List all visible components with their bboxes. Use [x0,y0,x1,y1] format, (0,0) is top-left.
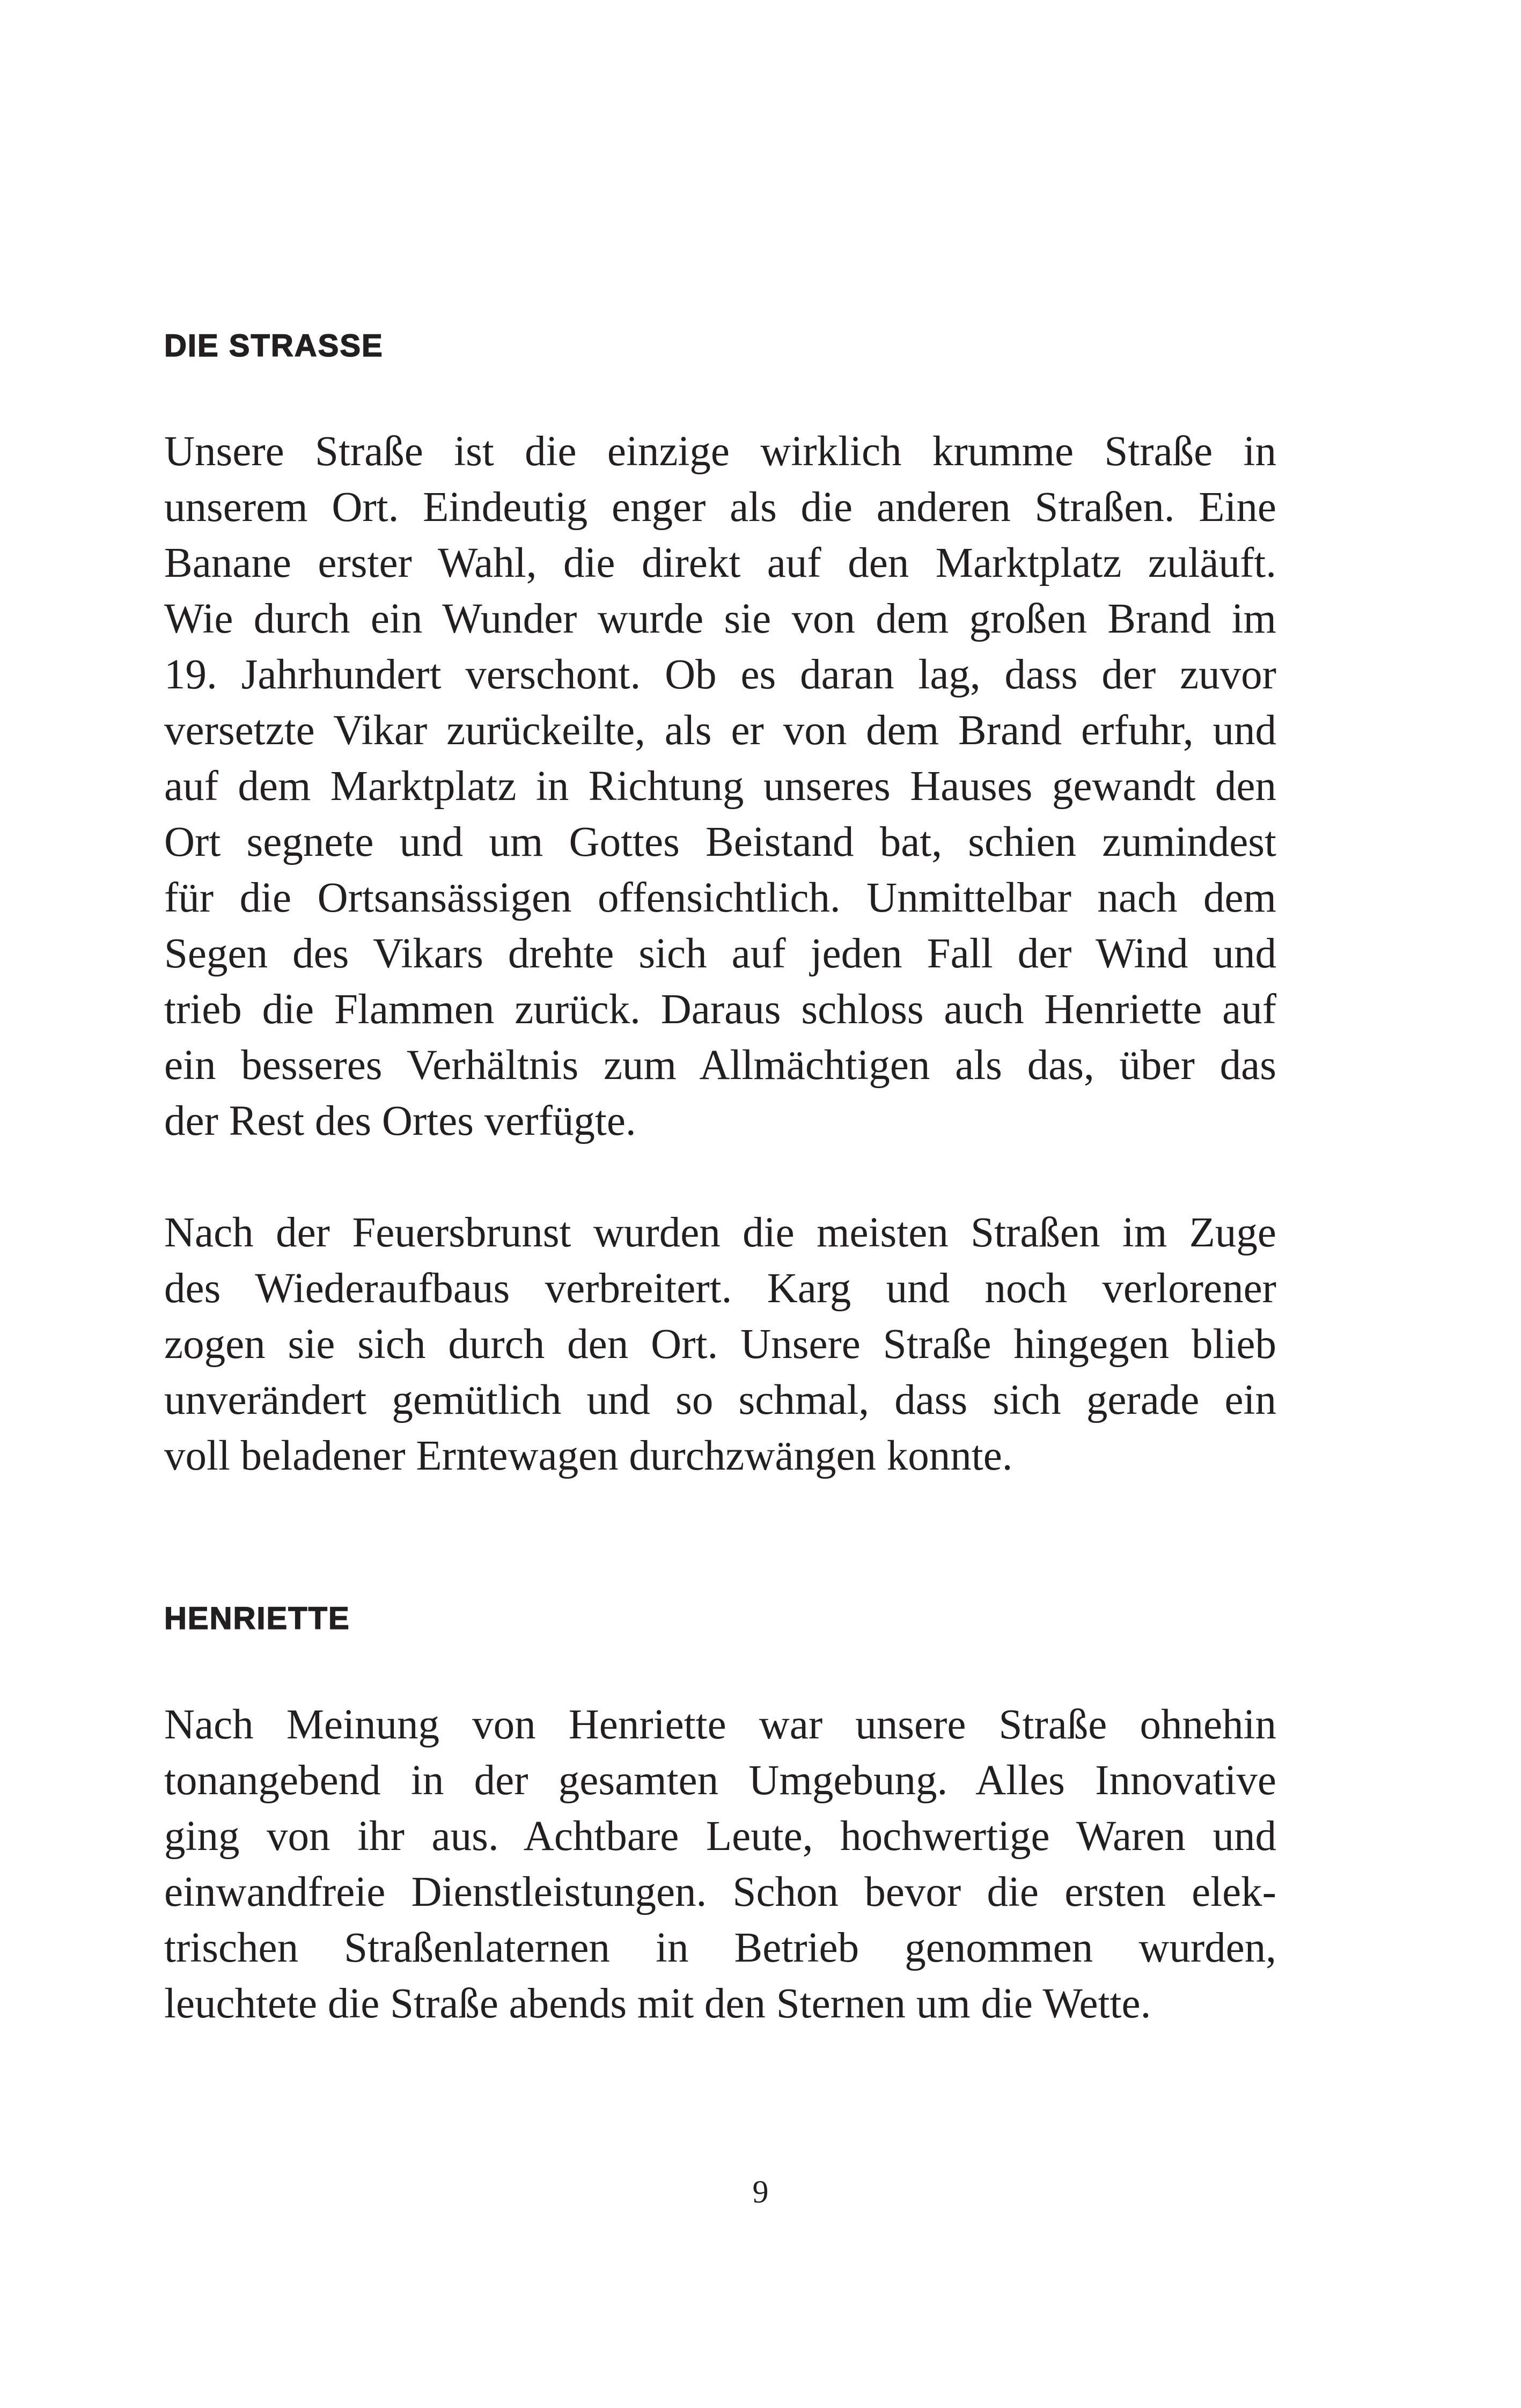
text-line: leuchtete die Straße abends mit den Sternen um die Wette. [164,1980,1151,2027]
text-line: Nach Meinung von Henriette war unsere Straße ohnehin [164,1701,1276,1748]
text-line: Segen des Vikars drehte sich auf jeden Fall der Wind und [164,930,1276,977]
text-line: einwandfreie Dienstleistungen. Schon bevor die ersten elek- [164,1869,1276,1915]
text-line: voll beladener Erntewagen durchzwängen konnte. [164,1433,1013,1479]
text-line: versetzte Vikar zurückeilte, als er von dem Brand erfuhr, und [164,707,1276,754]
text-line: Banane erster Wahl, die direkt auf den Marktplatz zuläuft. [164,540,1276,586]
text-line: zogen sie sich durch den Ort. Unsere Straße hingegen blieb [164,1321,1276,1368]
page-number: 9 [752,2174,769,2209]
text-line: Wie durch ein Wunder wurde sie von dem großen Brand im [164,596,1276,642]
text-line: unverändert gemütlich und so schmal, dass sich gerade ein [164,1377,1276,1423]
text-line: Ort segnete und um Gottes Beistand bat, schien zumindest [164,819,1276,865]
section-heading-die-strasse: DIE STRASSE [164,328,384,363]
text-line: Nach der Feuersbrunst wurden die meisten Straßen im Zuge [164,1209,1276,1256]
text-line: unserem Ort. Eindeutig enger als die anderen Straßen. Eine [164,484,1276,531]
text-line: trischen Straßenlaternen in Betrieb genommen wurden, [164,1925,1276,1971]
text-line: des Wiederaufbaus verbreitert. Karg und noch verlorener [164,1265,1276,1312]
section-heading-henriette: HENRIETTE [164,1601,350,1636]
text-line: ging von ihr aus. Achtbare Leute, hochwertige Waren und [164,1813,1276,1860]
text-line: 19. Jahrhundert verschont. Ob es daran lag, dass der zuvor [164,651,1276,698]
text-line: auf dem Marktplatz in Richtung unseres Hauses gewandt den [164,763,1276,810]
text-line: Unsere Straße ist die einzige wirklich krumme Straße in [164,428,1276,475]
text-line: der Rest des Ortes verfügte. [164,1098,636,1144]
text-line: für die Ortsansässigen offensichtlich. Unmittelbar nach dem [164,875,1276,921]
text-line: ein besseres Verhältnis zum Allmächtigen als das, über das [164,1042,1276,1089]
text-line: tonangebend in der gesamten Umgebung. Alles Innovative [164,1757,1276,1804]
text-line: trieb die Flammen zurück. Daraus schloss auch Henriette auf [164,986,1276,1033]
